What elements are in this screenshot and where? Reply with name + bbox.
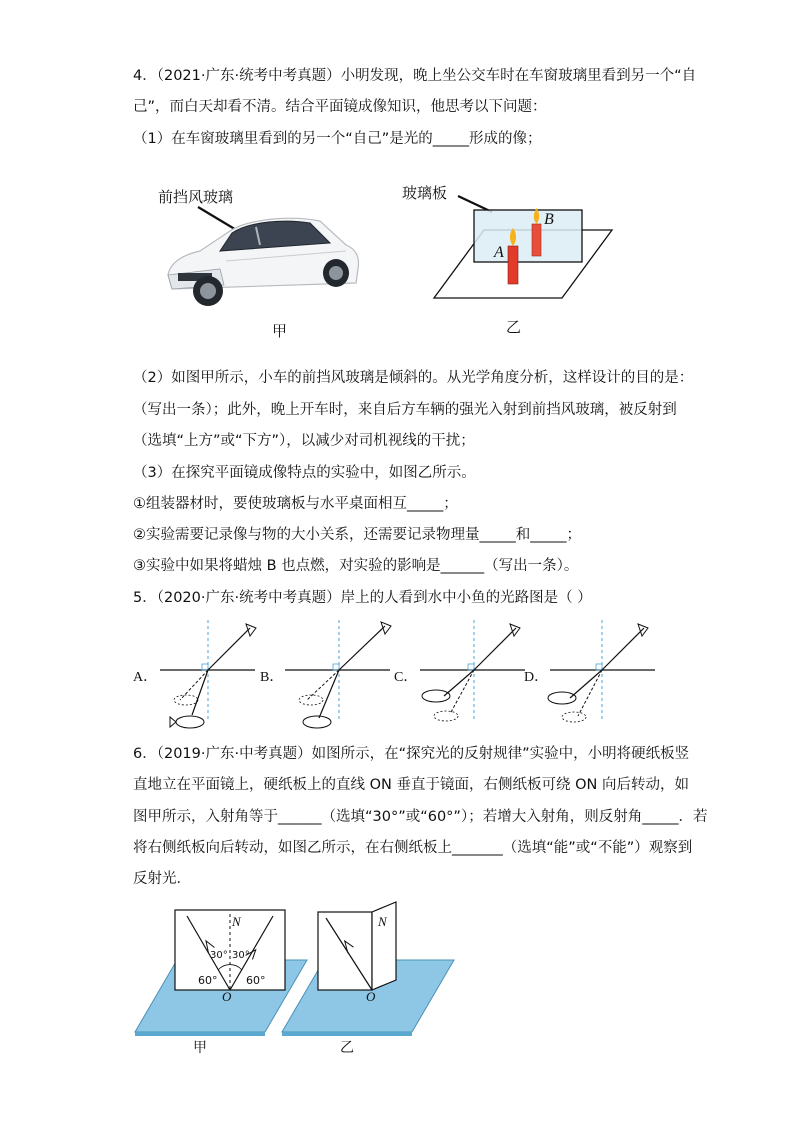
q4-sub2-line1: （2）如图甲所示，小车的前挡风玻璃是倾斜的。从光学角度分析，这样设计的目的是： <box>133 370 694 386</box>
q4-sub2-line2: （写出一条）；此外，晚上开车时，来自后方车辆的强光入射到前挡风玻璃，被反射到 <box>133 402 677 418</box>
point-O-label-yi: O <box>366 989 376 1004</box>
q6-line2: 直地立在平面镜上，硬纸板上的直线 ON 垂直于镜面，右侧纸板可绕 ON 向后转动，如 <box>133 777 689 793</box>
q6-line3: 图甲所示，入射角等于______（选填“30°”或“60°”）；若增大入射角，则反射角_____．若 <box>133 809 708 825</box>
option-C-diagram <box>420 620 530 730</box>
q4-line2: 己”，而白天却看不清。结合平面镜成像知识，他思考以下问题： <box>133 99 547 115</box>
q6-line1: 6．（2019·广东·中考真题）如图所示，在“探究光的反射规律”实验中，小明将硬纸板竖 <box>133 746 690 762</box>
fig-caption-yi-q6: 乙 <box>340 1040 354 1056</box>
q4-item3: ③实验中如果将蜡烛 B 也点燃，对实验的影响是______（写出一条）。 <box>133 558 579 574</box>
reflection-figure-yi <box>282 910 462 1035</box>
q4-sub1: （1）在车窗玻璃里看到的另一个“自己”是光的_____形成的像； <box>133 131 542 147</box>
q4-line1: 4．（2021·广东·统考中考真题）小明发现，晚上坐公交车时在车窗玻璃里看到另一个“自 <box>133 68 697 84</box>
fig-caption-jia-q4: 甲 <box>272 322 288 340</box>
option-B-diagram <box>285 620 395 730</box>
candle-B-label: B <box>544 211 554 228</box>
normal-N-label-yi: N <box>378 914 387 929</box>
angle-30-left: 30° <box>210 950 228 961</box>
point-O-label-jia: O <box>222 989 232 1004</box>
q6-line5: 反射光． <box>133 871 191 887</box>
angle-60-left: 60° <box>198 974 218 987</box>
angle-60-right: 60° <box>246 974 266 987</box>
q4-item1: ①组装器材时，要使玻璃板与水平桌面相互_____； <box>133 496 458 512</box>
car-figure <box>160 205 360 315</box>
option-D-label: D． <box>524 670 549 685</box>
fig-caption-jia-q6: 甲 <box>193 1040 207 1056</box>
normal-N-label-jia: N <box>232 914 241 929</box>
candle-A-label: A <box>494 244 504 261</box>
option-C-label: C． <box>394 670 418 685</box>
q6-line4: 将右侧纸板向后转动，如图乙所示，在右侧纸板上_______（选填“能”或“不能”）观察到 <box>133 840 693 856</box>
glass-plate-figure <box>428 186 628 306</box>
option-B-label: B． <box>260 670 284 685</box>
q5-line1: 5．（2020·广东·统考中考真题）岸上的人看到水中小鱼的光路图是（ ） <box>133 590 592 606</box>
option-D-diagram <box>550 620 660 730</box>
q4-item2: ②实验需要记录像与物的大小关系，还需要记录物理量_____和_____； <box>133 527 581 543</box>
q4-sub3: （3）在探究平面镜成像特点的实验中，如图乙所示。 <box>133 465 476 481</box>
fig-caption-yi-q4: 乙 <box>506 318 522 336</box>
angle-30-right: 30° <box>232 950 250 961</box>
windshield-label: 前挡风玻璃 <box>158 188 234 206</box>
q4-sub2-line3: （选填“上方”或“下方”），以减少对司机视线的干扰； <box>133 433 475 449</box>
option-A-label: A． <box>133 670 158 685</box>
option-A-diagram <box>150 620 260 730</box>
glass-plate-label: 玻璃板 <box>402 184 448 202</box>
